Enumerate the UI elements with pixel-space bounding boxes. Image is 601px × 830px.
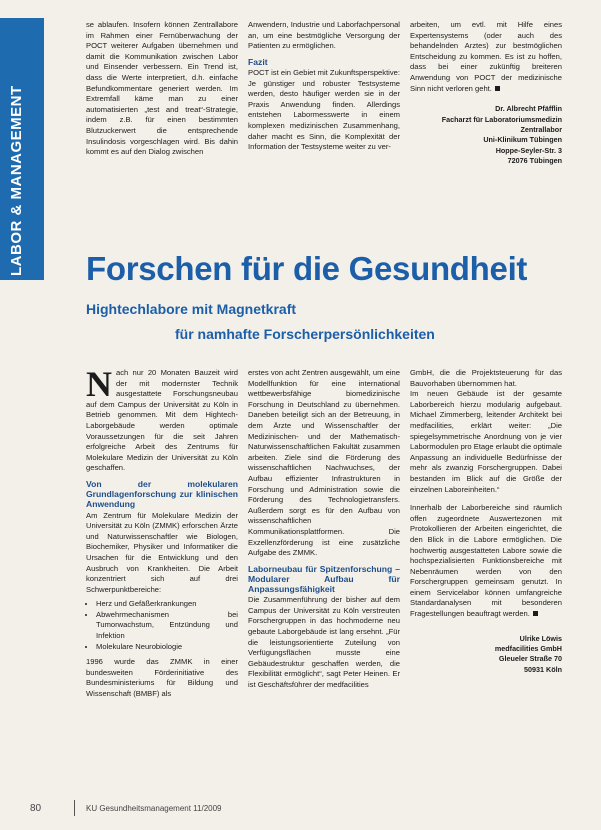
page-number: 80 xyxy=(30,803,42,814)
section-heading-2: Laborneubau für Spitzenforschung – Modularer Aufbau für Anpassungsfähigkeit xyxy=(248,563,400,595)
list-item: • Herz und Gefäßerkrankungen xyxy=(96,599,238,610)
focus-list xyxy=(86,599,238,652)
author-signature: Dr. Albrecht Pfäfflin Facharzt für Laboratoriumsmedizin Zentrallabor Uni-Klinikum Tübingen Hoppe-Seyler-Str. 3 72076 Tübingen xyxy=(441,104,562,166)
section-side-bar xyxy=(0,18,44,280)
col3-paragraph-2: Im neuen Gebäude ist der gesamte Laborbereich hierzu modularig aufgebaut. Michael Zimmerberg, leitender Architekt bei medfacilities, erklärt weiter: „Die spiegelsymmetrische Anordnung von je vier Labormodulen pro Etage erlaubt die optimale Anpassung an individuelle Bedürfnisse der mehr als zwanzig Forschergruppen. Dabei bestanden im Blick auf die Größe der einzelnen Laboreinheiten.“ xyxy=(410,389,562,494)
publication-name: KU Gesundheitsmanagement 11/2009 xyxy=(86,804,222,813)
intro-paragraph: Nach nur 20 Monaten Bauzeit wird der mit modernster Technik ausgestattete Forschungsneubau auf dem Campus der Universität zu Köln in Betrieb genommen. Mit dem Hightech-Laborgebäude werden optimale Voraussetzungen für die seit Jahren erfolgreiche Arbeit des Zentrums für Molekulare Medizin der Universität zu Köln geschaffen. xyxy=(86,364,238,473)
list-item: • Abwehrmechanismen bei Tumorwachstum, Entzündung und Infektion xyxy=(96,610,238,642)
top-col2-text: Anwendern, Industrie und Laborfachpersonal an, um eine bestmögliche Versorgung der Patienten zu ermöglichen. xyxy=(248,20,400,51)
col3-paragraph-1: GmbH, die die Projektsteuerung für das Bauvorhaben übernommen hat. xyxy=(410,368,562,388)
article-subtitle-line-1: Hightechlabore mit Magnetkraft xyxy=(86,301,297,317)
top-column-3 xyxy=(410,20,562,167)
col1-paragraph-2: Am Zentrum für Molekulare Medizin der Universität zu Köln (ZMMK) erforschen Ärzte und Naturwissenschaftler wie Biologen, Biochemiker, Physiker und Informatiker die Ursachen für die Entwicklung und den Ausbruch von Krankheiten. Die Arbeit konzentriert sich auf drei Schwerpunktbereiche: xyxy=(86,510,238,594)
page-footer xyxy=(30,800,590,820)
top-column-1 xyxy=(86,20,238,158)
article-column-1 xyxy=(86,364,238,700)
article-signature: Ulrike Löwis medfacilities GmbH Gleueler Straße 70 50931 Köln xyxy=(494,633,562,674)
fazit-text: POCT ist ein Gebiet mit Zukunftsperspektive: Je günstiger und robuster Testsysteme werden, desto häufiger werden sie in der Praxis Anwendung finden. Allerdings entstehen Labormesswerte in einem komplexen medizinischen Zusammenhang, daher macht es Sinn, die Komplexität der Information der Testsysteme weiter zu ver- xyxy=(248,67,400,152)
col3-paragraph-3: Innerhalb der Laborbereiche sind räumlich offen zugeordnete Auswertezonen mit Protokollieren der Arbeiten eingerichtet, die den Blick in die Labore ermöglichen. Die hochwertig ausgestatteten Labore sowie die hochspezialisierten Funktionsbereiche mit Nebenräumen werden von den Forschergruppen gemeinsam genutzt. In einem Servicelabor können umfangreiche Standardanalysen mit besonderen Fragestellungen beauftragt werden. xyxy=(410,503,562,619)
col1-paragraph-3: 1996 wurde das ZMMK in einer bundesweiten Förderinitiative des Bundesministeriums für Bildung und Wissenschaft (BMBF) als xyxy=(86,657,238,699)
col2-paragraph-1: erstes von acht Zentren ausgewählt, um eine Modellfunktion für eine international wettbewerbsfähige biomedizinische Forschung in Deutschland zu übernehmen. Daneben beteiligt sich an der Betreuung, in dem Ärzte und Wissenschaftler der Medizinischen- und der Mathematisch-Naturwissenschaftlichen Fakultät zusammen arbeiten. Ziele sind die Förderung des wissenschaftlichen Nachwuchses, der Aufbau effizienter Infrastrukturen in Forschung und Administration sowie die Förderung des Technologietransfers. Außerdem sorgt es für den Aufbau von wissenschaftlichen Kommunikationsplattformen. Die Exzellenzförderung ist eine zusätzliche Aufgabe des ZMMK. xyxy=(248,368,400,558)
section-heading-1: Von der molekularen Grundlagenforschung zur klinischen Anwendung xyxy=(86,478,238,510)
top-col1-text: se ablaufen. Insofern können Zentrallabore im Rahmen einer Fernüberwachung der POCT weiterer Aufgaben übernehmen und damit die Kommunikation zwischen Labor und Einsender verbessern. Ein Trend ist, dass die Werte interpretiert, d.h. einfache Befundkommentare generiert werden. Im Extremfall käme man zu einer automatisierten „test and treat“-Strategie, indem z.B. für einen bestimmten Blutzuckerwert die entsprechende Insulindosis vorgeschlagen wird. Bis dahin kommt es auf den Dialog zwischen xyxy=(86,20,238,157)
article-column-2 xyxy=(248,368,400,691)
top-column-2 xyxy=(248,20,400,153)
section-label: LABOR & MANAGEMENT xyxy=(8,85,25,276)
top-col3-text: arbeiten, um evtl. mit Hilfe eines Expertensystems (oder auch des behandelnden Arztes) zur bestmöglichen Entscheidung zu kommen. Es ist zu hoffen, dass bei einer zukünftig breiteren Anwendung von POCT der medizinische Sinn nicht verloren geht. xyxy=(410,20,562,93)
article-subtitle-line-2: für namhafte Forscherpersönlichkeiten xyxy=(175,326,435,342)
list-item: • Molekulare Neurobiologie xyxy=(96,642,238,653)
footer-divider xyxy=(74,800,75,816)
article-column-3 xyxy=(410,368,562,675)
end-mark-icon xyxy=(495,86,500,91)
end-mark-icon xyxy=(533,611,538,616)
drop-cap: N xyxy=(86,364,112,404)
article-title: Forschen für die Gesundheit xyxy=(86,250,528,287)
col2-paragraph-2: Die Zusammenführung der bisher auf dem Campus der Universität zu Köln verstreuten Forschergruppen in das hochmoderne neu gebaute Laborgebäude ist lang ersehnt. „Für die leistungsorientierte Zuteilung von Verfügungsflächen musste eine Gebäudestruktur geschaffen werden, die Flexibilität ermöglicht“, sagt Peter Heinen. Er ist Geschäftsführer der medfacilities xyxy=(248,595,400,690)
fazit-heading: Fazit xyxy=(248,56,268,67)
